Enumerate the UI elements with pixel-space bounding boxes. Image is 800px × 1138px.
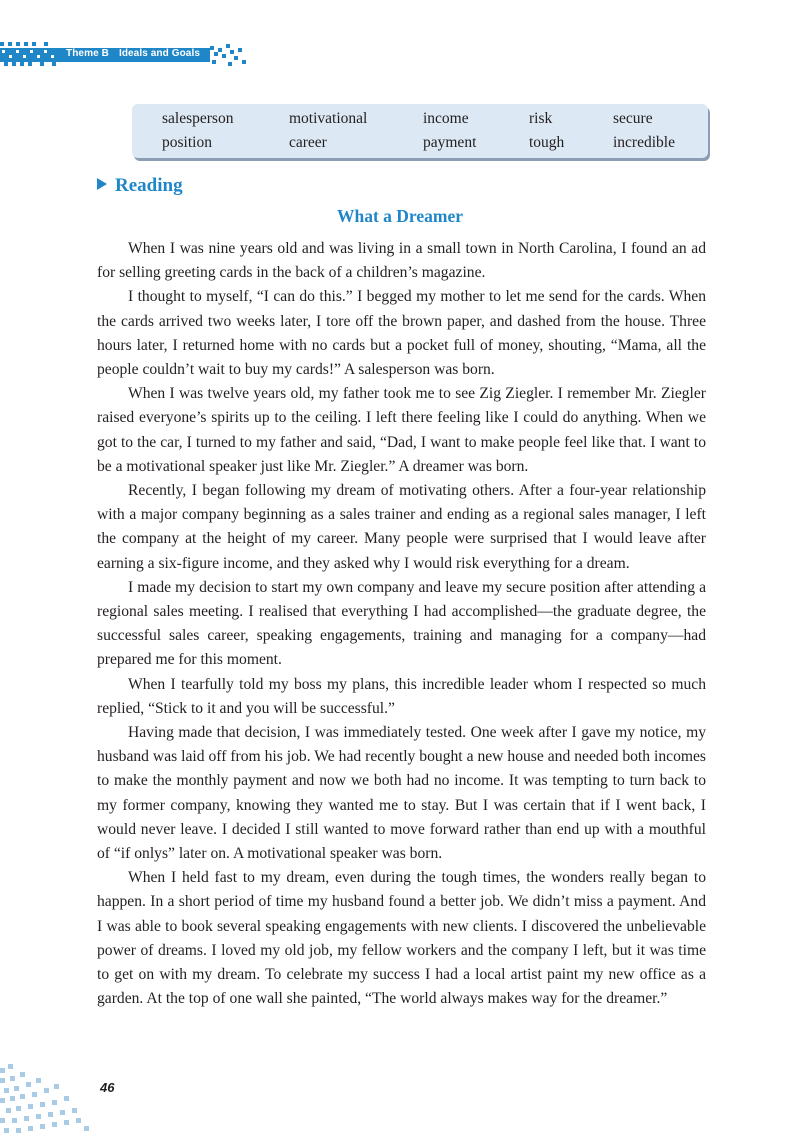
paragraph: When I held fast to my dream, even during the tough times, the wonders really began to happen. In a short period of time my husband found a better job. We didn’t miss a payment. And I was able to book several speaking engagements with new clients. I discovered the unbelievable power of dreams. I loved my old job, my fellow workers and the company I left, but it was time to get on with my dream. To celebrate my success I had a local artist paint my new office as a garden. At the top of one wall she painted, “The world always makes way for the dreamer.” (97, 869, 706, 1008)
chapter-header (66, 47, 200, 61)
section-heading-label: Reading (115, 175, 183, 196)
vocabulary-box (132, 104, 708, 158)
vocabulary-row-2 (132, 132, 708, 154)
paragraph: Having made that decision, I was immediately tested. One week after I gave my notice, my husband was laid off from his job. We had recently bought a new house and needed both incomes to make the monthly payment and now we both had no income. It was tempting to turn back to my former company, knowing they wanted me to stay. But I was certain that if I went back, I would never leave. I decided I still wanted to move forward rather than end up with a mouthful of “if onlys” later on. A motivational speaker was born. (97, 724, 706, 863)
paragraph: I made my decision to start my own company and leave my secure position after attending a regional sales meeting. I realised that everything I had accomplished—the graduate degree, the successful sales career, speaking engagements, training and managing for a company—had prepared me for this moment. (97, 578, 706, 669)
vocabulary-row-1 (132, 108, 708, 130)
paragraph: When I tearfully told my boss my plans, this incredible leader whom I respected so much replied, “Stick to it and you will be successful.” (97, 675, 706, 717)
theme-label: Theme B (66, 48, 109, 59)
section-heading (97, 175, 183, 197)
vocab-word: career (289, 134, 327, 151)
vocab-word: income (423, 110, 469, 127)
paragraph: When I was twelve years old, my father took me to see Zig Ziegler. I remember Mr. Ziegler raised everyone’s spirits up to the ceiling. I left there feeling like I could do anything. When we got to the car, I turned to my father and said, “Dad, I want to make people feel like that. I want to be a motivational speaker just like Mr. Ziegler.” A dreamer was born. (97, 385, 706, 475)
theme-title: Ideals and Goals (118, 48, 201, 59)
vocab-word: incredible (613, 134, 675, 151)
story-title: What a Dreamer (336, 206, 464, 226)
paragraph: When I was nine years old and was living in a small town in North Carolina, I found an ad for selling greeting cards in the back of a children’s magazine. (97, 240, 706, 282)
vocab-word: salesperson (162, 110, 234, 127)
vocab-word: position (162, 134, 212, 151)
vocab-word: tough (529, 134, 565, 151)
vocab-word: risk (529, 110, 553, 127)
triangle-bullet-icon (97, 178, 107, 190)
paragraph: I thought to myself, “I can do this.” I begged my mother to let me send for the cards. When the cards arrived two weeks later, I tore off the brown paper, and dashed from the house. Three hours later, I returned home with no cards but a pocket full of money, shouting, “Mama, all the people couldn’t wait to buy my cards!” A salesperson was born. (97, 288, 706, 379)
paragraph: Recently, I began following my dream of motivating others. After a four-year relationship with a major company beginning as a sales trainer and ending as a regional sales manager, I left the company at the height of my career. Many people were surprised that I would leave after earning a six-figure income, and they asked why I would risk everything for a dream. (97, 482, 706, 572)
vocab-word: motivational (289, 110, 368, 127)
story-body (97, 237, 706, 1012)
corner-pixel-decoration (0, 1064, 96, 1138)
page-number: 46 (100, 1080, 115, 1095)
vocab-word: secure (613, 110, 653, 127)
vocab-word: payment (423, 134, 477, 151)
